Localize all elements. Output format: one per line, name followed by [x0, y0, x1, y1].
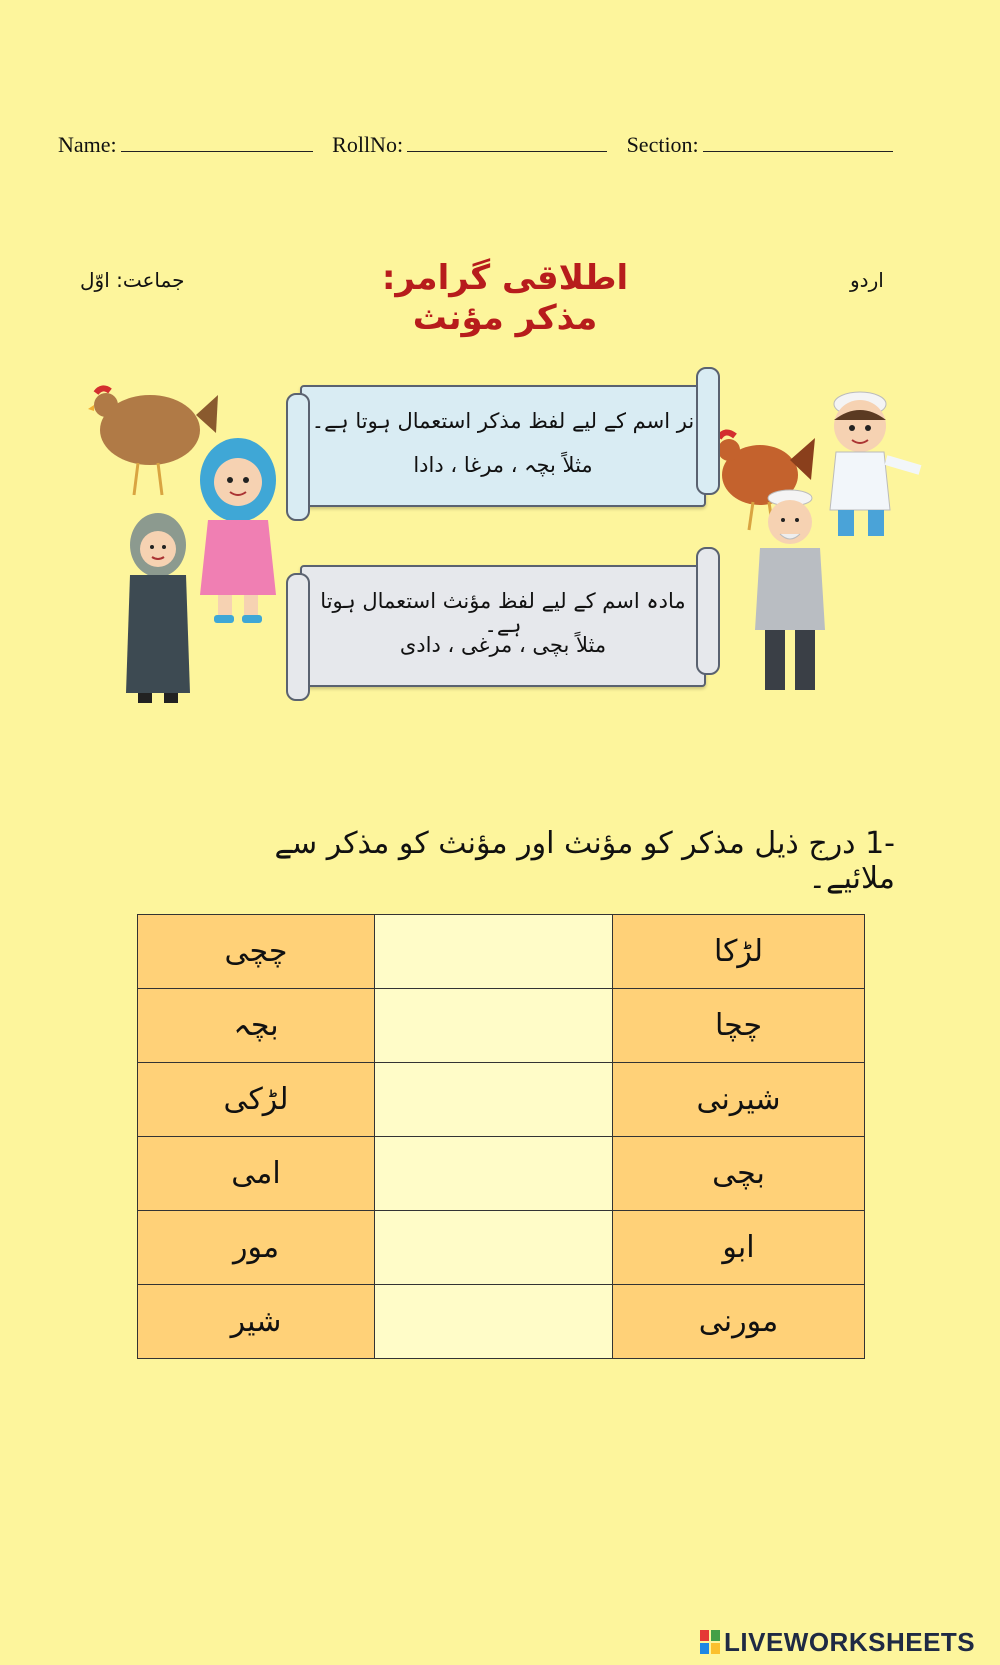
girl-in-hijab-icon: [200, 438, 276, 623]
masculine-definition-box: [300, 385, 706, 507]
name-label: Name:: [58, 132, 117, 157]
question-1-text: -1 درج ذیل مذکر کو مؤنث اور مؤنث کو مذکر سے ملائیے۔: [274, 826, 895, 896]
right-word-cell[interactable]: بچی: [613, 1137, 865, 1211]
rollno-label: RollNo:: [332, 132, 404, 157]
subject-label: اردو: [850, 268, 884, 292]
grandfather-icon: [755, 490, 825, 690]
masculine-examples-text: مثلاً بچہ ، مرغا ، دادا: [413, 453, 593, 477]
left-word-cell[interactable]: لڑکی: [138, 1063, 375, 1137]
left-word-cell[interactable]: امی: [138, 1137, 375, 1211]
table-row: [138, 1063, 865, 1137]
liveworksheets-badge-icon: [700, 1630, 720, 1654]
right-illustrations: [715, 390, 945, 720]
table-row: [138, 1137, 865, 1211]
table-row: [138, 1285, 865, 1359]
student-info-line: [58, 132, 948, 172]
hen-icon: [88, 388, 218, 495]
feminine-examples-text: مثلاً بچی ، مرغی ، دادی: [399, 633, 607, 657]
right-word-cell[interactable]: ابو: [613, 1211, 865, 1285]
match-area-cell[interactable]: [375, 1063, 613, 1137]
table-row: [138, 1211, 865, 1285]
left-word-cell[interactable]: بچہ: [138, 989, 375, 1063]
match-area-cell[interactable]: [375, 1211, 613, 1285]
section-label: Section:: [626, 132, 699, 157]
name-field[interactable]: [121, 133, 313, 152]
match-area-cell[interactable]: [375, 915, 613, 989]
right-word-cell[interactable]: لڑکا: [613, 915, 865, 989]
right-word-cell[interactable]: چچا: [613, 989, 865, 1063]
left-word-cell[interactable]: چچی: [138, 915, 375, 989]
left-word-cell[interactable]: مور: [138, 1211, 375, 1285]
right-word-cell[interactable]: شیرنی: [613, 1063, 865, 1137]
masculine-definition-text: نر اسم کے لیے لفظ مذکر استعمال ہوتا ہے۔: [311, 409, 695, 433]
matching-table: [137, 914, 865, 1359]
feminine-definition-text: مادہ اسم کے لیے لفظ مؤنث استعمال ہوتا ہے۔: [320, 589, 686, 637]
rollno-field[interactable]: [407, 133, 607, 152]
feminine-definition-box: [300, 565, 706, 687]
grandmother-icon: [126, 513, 190, 703]
left-word-cell[interactable]: شیر: [138, 1285, 375, 1359]
section-field[interactable]: [703, 133, 893, 152]
table-row: [138, 989, 865, 1063]
match-area-cell[interactable]: [375, 1285, 613, 1359]
grade-label: جماعت: اوّل: [80, 268, 185, 292]
match-area-cell[interactable]: [375, 1137, 613, 1211]
logo-text: LIVEWORKSHEETS: [724, 1627, 976, 1657]
worksheet-title: اطلاقی گرامر: مذکر مؤنث: [381, 258, 629, 338]
match-area-cell[interactable]: [375, 989, 613, 1063]
liveworksheets-logo[interactable]: [700, 1627, 975, 1657]
boy-in-cap-icon: [830, 392, 920, 536]
table-row: [138, 915, 865, 989]
right-word-cell[interactable]: مورنی: [613, 1285, 865, 1359]
